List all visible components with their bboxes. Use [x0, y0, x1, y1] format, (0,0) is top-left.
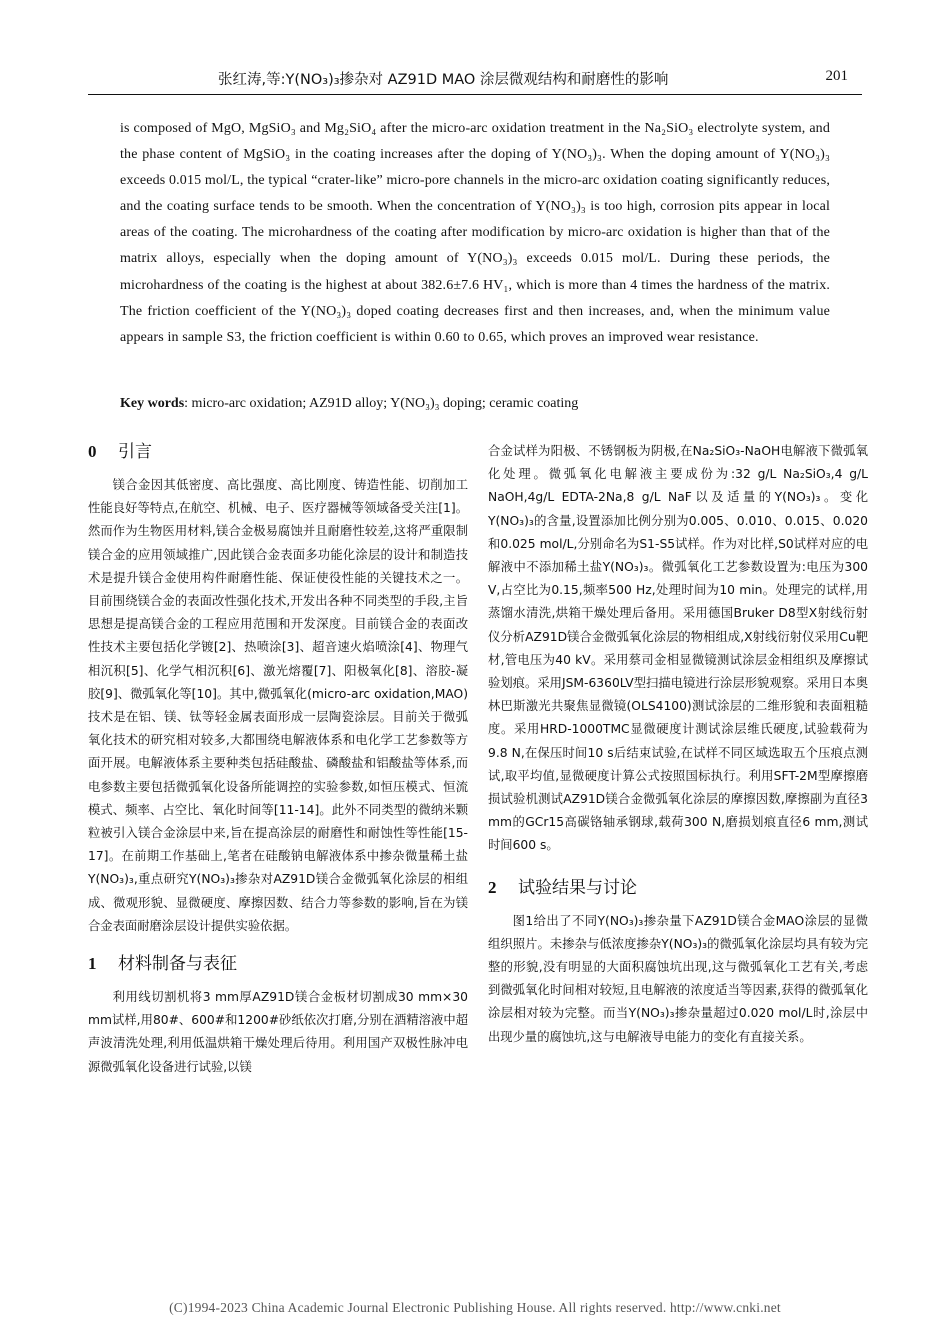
abstract — [120, 116, 830, 351]
materials-paragraph-continued: 合金试样为阳极、不锈钢板为阴极,在Na₂SiO₃-NaOH电解液下微弧氧化处理。微弧氧化电解液主要成份为:32 g/L Na₂SiO₃,4 g/L NaOH,4g/L EDTA-2Na,8 g/L NaF以及适量的Y(NO₃)₃。变化Y(NO₃)₃的含量,设置添加比例分别为0.005、0.010、0.015、0.020和0.025 mol/L,分别命名为S1-S5试样。作为对比样,S0试样对应的电解液中不添加稀土盐Y(NO₃)₃。微弧氧化工艺参数设置为:电压为300 V,占空比为0.15,频率500 Hz,处理时间为10 min。处理完的试样,用蒸馏水清洗,烘箱干燥处理后备用。采用德国Bruker D8型X射线衍射仪分析AZ91D镁合金微弧氧化涂层的物相组成,X射线衍射仪采用Cu靶材,管电压为40 kV。采用蔡司金相显微镜测试涂层金相组织及摩擦试验划痕。采用JSM-6360LV型扫描电镜进行涂层形貌观察。采用日本奥林巴斯激光共聚焦显微镜(OLS4100)测试涂层的二维形貌和表面粗糙度。采用HRD-1000TMC显微硬度计测试涂层维氏硬度,试验载荷为9.8 N,在保压时间10 s后结束试验,在试样不同区域选取五个压痕点测试,取平均值,显微硬度计算公式按照国标执行。利用SFT-2M型摩擦磨损试验机测试AZ91D镁合金微弧氧化涂层的摩擦因数,摩擦副为直径3 mm的GCr15高碳铬轴承钢球,载荷300 N,磨损划痕直径6 mm,测试时间600 s。 — [488, 444, 868, 853]
section-heading-materials — [88, 952, 468, 986]
results-paragraph: 图1给出了不同Y(NO₃)₃掺杂量下AZ91D镁合金MAO涂层的显微组织照片。未掺杂与低浓度掺杂Y(NO₃)₃的微弧氧化涂层均具有较为完整的形貌,没有明显的大面积腐蚀坑出现,这与微弧氧化工艺有关,考虑到微弧氧化时间相对较短,且电解液的浓度适当等因素,获得的微弧氧化涂层相对较为完整。而当Y(NO₃)₃掺杂量超过0.020 mol/L时,涂层中出现少量的腐蚀坑,这与电解液导电能力的变化有直接关系。 — [488, 913, 868, 1044]
keywords-list: : micro-arc oxidation; AZ91D alloy; Y(NO₃)₃ doping; ceramic coating — [184, 396, 579, 411]
abstract-text: is composed of MgO, MgSiO₃ and Mg₂SiO₄ after the micro-arc oxidation treatment in the Na₂SiO₃ electrolyte system, and the phase content of MgSiO₃ in the coating increases after the doping of Y(NO₃)₃. When the doping amount of Y(NO₃)₃ exceeds 0.015 mol/L, the typical “crater-like” micro-pore channels in the micro-arc oxidation coating significantly reduces, and the coating surface tends to be smooth. When the concentration of Y(NO₃)₃ is too high, corrosion pits appear in local areas of the coating. The microhardness of the coating after modification by micro-arc oxidation is higher than that of the matrix alloys, especially when the doping amount of Y(NO₃)₃ exceeds 0.015 mol/L. During these periods, the microhardness of the coating is the highest at about 382.6±7.6 HV₁, which is more than 4 times the hardness of the matrix. The friction coefficient of the Y(NO₃)₃ doped coating decreases first and then increases, and, when the minimum value appears in sample S3, the friction coefficient is within 0.60 to 0.65, which proves an improved wear resistance. — [120, 121, 830, 345]
section-title: 引言 — [118, 442, 152, 462]
section-number: 2 — [488, 877, 497, 897]
page-header — [88, 66, 862, 95]
page-number: 201 — [825, 68, 848, 84]
keywords-label: Key words — [120, 396, 185, 411]
section-heading-results — [488, 876, 868, 910]
materials-paragraph: 利用线切割机将3 mm厚AZ91D镁合金板材切割成30 mm×30 mm试样,用80#、600#和1200#砂纸依次打磨,分别在酒精溶液中超声波清洗处理,利用低温烘箱干燥处理后待用。利用国产双极性脉冲电源微弧氧化设备进行试验,以镁 — [88, 990, 468, 1074]
right-column — [488, 440, 868, 1049]
intro-paragraph: 镁合金因其低密度、高比强度、高比刚度、铸造性能、切削加工性能良好等特点,在航空、机械、电子、医疗器械等领域备受关注[1]。然而作为生物医用材料,镁合金极易腐蚀并且耐磨性较差,这将严重限制镁合金的应用领域推广,因此镁合金表面多功能化涂层的设计和制造技术是提升镁合金使用构件耐磨性能、保证使役性能的关键技术之一。目前围绕镁合金的表面改性强化技术,开发出各种不同类型的手段,主旨思想是提高镁合金的工程应用范围和开发深度。目前镁合金的表面改性技术主要包括化学镀[2]、热喷涂[3]、超音速火焰喷涂[4]、物理气相沉积[5]、化学气相沉积[6]、激光熔覆[7]、阳极氧化[8]、溶胶-凝胶[9]、微弧氧化等[10]。其中,微弧氧化(micro-arc oxidation,MAO)技术是在铝、镁、钛等轻金属表面形成一层陶瓷涂层。目前关于微弧氧化技术的研究相对较多,大都围绕电解液体系和电化学工艺参数等方面开展。电解液体系主要种类包括硅酸盐、磷酸盐和铝酸盐等体系,而电参数主要包括微弧氧化设备所能调控的实验参数,如恒压模式、恒流模式、频率、占空比、氧化时间等[11-14]。此外不同类型的微纳米颗粒被引入镁合金涂层中来,旨在提高涂层的耐磨性和耐蚀性等性能[15-17]。在前期工作基础上,笔者在硅酸钠电解液体系中掺杂微量稀土盐Y(NO₃)₃,重点研究Y(NO₃)₃掺杂对AZ91D镁合金微弧氧化涂层的相组成、微观形貌、显微硬度、摩擦因数、结合力等参数的影响,旨在为镁合金表面耐磨涂层设计提供实验依据。 — [88, 478, 468, 933]
keywords — [120, 396, 830, 412]
section-heading-introduction — [88, 440, 468, 474]
section-title: 材料制备与表征 — [118, 954, 237, 975]
left-column — [88, 440, 468, 1079]
copyright-footer: (C)1994-2023 China Academic Journal Electronic Publishing House. All rights reserved. http://www.cnki.net — [169, 1300, 781, 1315]
section-number: 0 — [88, 442, 97, 461]
section-number: 1 — [88, 954, 97, 974]
running-title: 张红涛,等:Y(NO₃)₃掺杂对 AZ91D MAO 涂层微观结构和耐磨性的影响 — [218, 72, 669, 88]
section-title: 试验结果与讨论 — [518, 877, 637, 898]
